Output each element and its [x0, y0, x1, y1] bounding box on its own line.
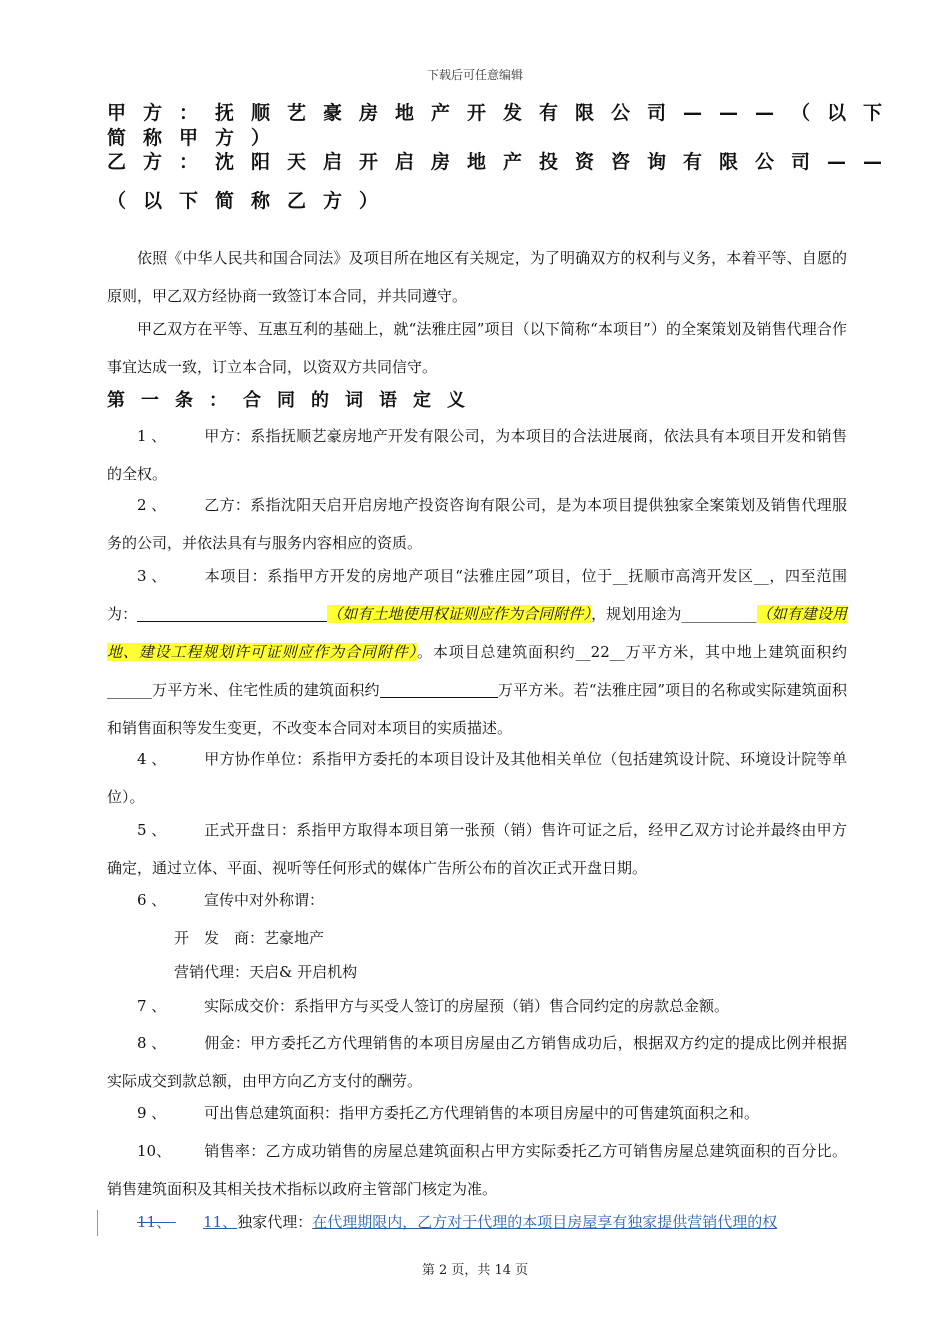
item-text: 可出售总建筑面积：指甲方委托乙方代理销售的本项目房屋中的可售建筑面积之和。: [204, 1104, 760, 1122]
item-text: 正式开盘日：系指甲方取得本项目第一张预（销）售许可证之后，经甲乙双方讨论并最终由甲方确定，通过立体、平面、视听等任何形式的媒体广告所公布的首次正式开盘日期。: [107, 821, 847, 877]
item-6: [107, 881, 847, 919]
item-9: [107, 1094, 847, 1132]
blank-underline: [380, 681, 498, 698]
item-number: 9 、: [137, 1104, 167, 1122]
item-number: 3 、: [137, 567, 167, 585]
deleted-number: 11、: [137, 1213, 172, 1231]
page-header: 下载后可任意编辑: [426, 68, 523, 82]
intro-paragraph-1: 依照《中华人民共和国合同法》及项目所在地区有关规定，为了明确双方的权利与义务，本着平等、自愿的原则，甲乙双方经协商一致签订本合同，并共同遵守。: [107, 249, 847, 305]
item-text: 乙方：系指沈阳天启开启房地产投资咨询有限公司，是为本项目提供独家全案策划及销售代理服务的公司，并依法具有与服务内容相应的资质。: [107, 496, 847, 552]
item-11: [107, 1203, 847, 1241]
item-10: [107, 1132, 847, 1208]
item-1: [107, 417, 847, 493]
item-number: 7 、: [137, 997, 167, 1015]
revision-bar: [97, 1210, 98, 1236]
item-5: [107, 811, 847, 887]
item-text: 。本项目总建筑面积约__22__万平方米，其中地上建筑面积约______万平方米、住宅性质的建筑面积约: [107, 643, 847, 699]
item-number: 1 、: [137, 427, 167, 445]
item-3: [107, 557, 847, 747]
inserted-text: 在代理期限内，乙方对于代理的本项目房屋享有独家提供营销代理的权: [312, 1213, 778, 1231]
highlight-note-2: （如有建设用地、建设工程规划许可证则应作为合同附件）: [107, 605, 847, 661]
item-text: 宣传中对外称谓：: [204, 891, 325, 909]
highlight-note-1: （如有土地使用权证则应作为合同附件）: [327, 605, 592, 623]
item-8: [107, 1024, 847, 1100]
deleted-tab: [171, 1203, 203, 1241]
item-4: [107, 740, 847, 816]
item-text: 万平方米。若“法雅庄园”项目的名称或实际建筑面积和销售面积等发生变更，不改变本合同对本项目的实质描述。: [107, 681, 847, 737]
item-number: 8 、: [137, 1034, 167, 1052]
blank-underline: [137, 605, 327, 622]
page-footer: 第 2 页，共 14 页: [421, 1263, 529, 1278]
item-number: 2 、: [137, 496, 167, 514]
intro-paragraph-2: 甲乙双方在平等、互惠互利的基础上，就“法雅庄园”项目（以下简称“本项目”）的全案策划及销售代理合作事宜达成一致，订立本合同，以资双方共同信守。: [107, 320, 847, 376]
item-text: 销售率：乙方成功销售的房屋总建筑面积占甲方实际委托乙方可销售房屋总建筑面积的百分比。销售建筑面积及其相关技术指标以政府主管部门核定为准。: [107, 1142, 847, 1198]
item-label: 独家代理：: [237, 1213, 313, 1231]
item-number: 4 、: [137, 750, 167, 768]
article-title: 第一条：合同的词语定义: [107, 390, 481, 411]
item-text: 甲方：系指抚顺艺豪房地产开发有限公司，为本项目的合法进展商，依法具有本项目开发和销售的全权。: [107, 427, 847, 483]
item-number: 5 、: [137, 821, 167, 839]
developer-name: 开 发 商：艺豪地产: [174, 929, 325, 947]
item-7: [107, 987, 847, 1025]
item-text: 本项目：系指甲方开发的房地产项目“法雅庄园”项目，位于__抚顺市高湾开发区__，四至范围为：: [107, 567, 847, 623]
item-number: 6 、: [137, 891, 167, 909]
item-text: ____: [726, 605, 757, 623]
party-b-line2: （以下简称乙方）: [107, 190, 396, 212]
agent-name: 营销代理：天启& 开启机构: [174, 963, 358, 981]
item-number: 10、: [137, 1142, 172, 1160]
item-text: ，规划用途为______: [591, 605, 727, 623]
party-a-line1: 甲方：抚顺艺豪房地产开发有限公司———（以下: [107, 102, 900, 124]
item-text: 佣金：甲方委托乙方代理销售的本项目房屋由乙方销售成功后，根据双方约定的提成比例并根据实际成交到款总额，由甲方向乙方支付的酬劳。: [107, 1034, 847, 1090]
item-2: [107, 486, 847, 562]
item-text: 实际成交价：系指甲方与买受人签订的房屋预（销）售合同约定的房款总金额。: [204, 997, 730, 1015]
inserted-number: 11、: [203, 1213, 238, 1231]
party-b-line1: 乙方：沈阳天启开启房地产投资咨询有限公司——: [107, 151, 900, 173]
item-text: 甲方协作单位：系指甲方委托的本项目设计及其他相关单位（包括建筑设计院、环境设计院等单位）。: [107, 750, 847, 806]
party-a-line2: 简称甲方）: [107, 127, 288, 149]
